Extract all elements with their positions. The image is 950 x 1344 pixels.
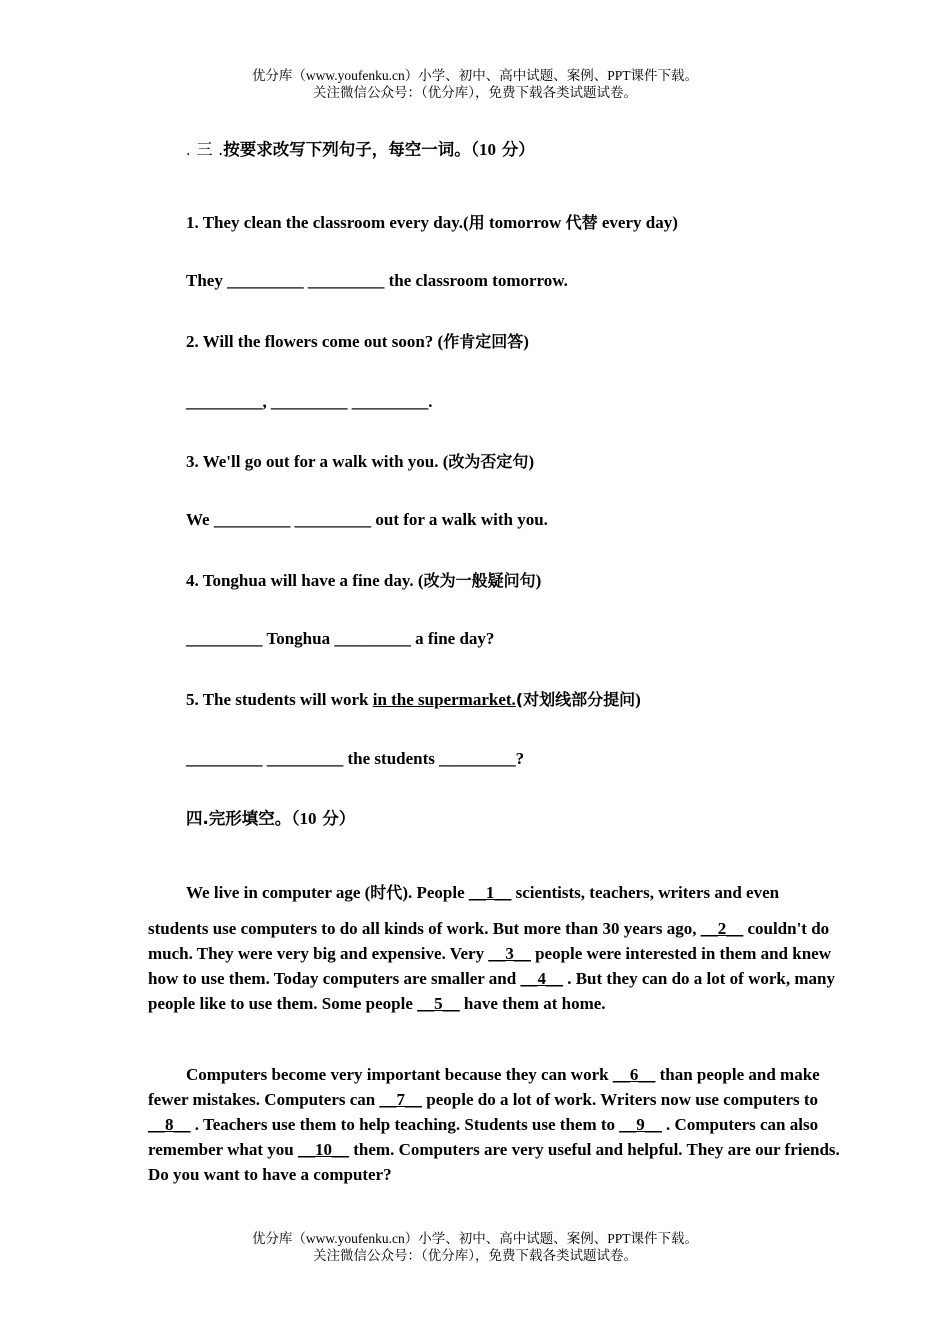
answer-4-blank-2[interactable]: _________ (334, 629, 411, 648)
footer-line-1: 优分库（www.youfenku.cn）小学、初中、高中试题、案例、PPT课件下载。 (251, 1231, 699, 1246)
answer-3-blanks[interactable]: _________ _________ (213, 510, 372, 529)
page-footer (0, 1230, 950, 1264)
question-5: 5. The students will work in the supermarket.(对划线部分提问) (186, 690, 641, 709)
answer-1: They _________ _________ the classroom tomorrow. (186, 271, 568, 290)
footer-line-2: 关注微信公众号：（优分库），免费下载各类试题试卷。 (313, 1248, 637, 1263)
cloze-blank-8[interactable]: __8__ (148, 1115, 191, 1134)
question-1: 1. They clean the classroom every day.(用 tomorrow 代替 every day) (186, 213, 678, 232)
cloze-paragraph-2: Computers become very important because they can work __6__ than people and make fewer mistakes. Computers can __7__ people do a lot of work. Writers now use computers to __8__ . Teachers use them to help teaching. Students use them to __9__ . Computers can also remember what you __10__ them. Computers are very useful and helpful. They are our friends. Do you want to have a computer? (148, 1065, 840, 1184)
section-3-title: . 三 .按要求改写下列句子，每空一词。（10 分） (186, 140, 535, 159)
answer-2[interactable] (186, 391, 433, 413)
question-3: 3. We'll go out for a walk with you. (改为否定句) (186, 452, 535, 471)
cloze-blank-10[interactable]: __10__ (298, 1140, 349, 1159)
answer-2-blanks[interactable]: _________, _________ _________. (186, 392, 433, 411)
cloze-paragraph-1: We live in computer age (时代). People __1__ scientists, teachers, writers and even students use computers to do all kinds of work. But more than 30 years ago, __2__ couldn't do much. They were very big and expensive. Very __3__ people were interested in them and knew how to use them. Today computers are smaller and __4__ . But they can do a lot of work, many people like to use them. Some people __5__ have them at home. (148, 883, 835, 1013)
question-4: 4. Tonghua will have a fine day. (改为一般疑问句) (186, 571, 542, 590)
answer-5-blanks[interactable]: _________ _________ (186, 749, 344, 768)
cloze-blank-2[interactable]: __2__ (700, 919, 744, 938)
cloze-blank-1[interactable]: __1__ (468, 883, 512, 902)
question-2: 2. Will the flowers come out soon? (作肯定回答) (186, 332, 529, 351)
answer-4-blank-1[interactable]: _________ (186, 629, 263, 648)
answer-4: _________ Tonghua _________ a fine day? (186, 629, 495, 648)
cloze-blank-7[interactable]: __7__ (379, 1090, 423, 1109)
cloze-blank-6[interactable]: __6__ (612, 1065, 656, 1084)
answer-3: We _________ _________ out for a walk with you. (186, 510, 548, 529)
cloze-blank-4[interactable]: __4__ (520, 969, 563, 988)
section-4-title: 四.完形填空。（10 分） (186, 809, 356, 828)
cloze-blank-9[interactable]: __9__ (619, 1115, 662, 1134)
cloze-blank-5[interactable]: __5__ (417, 994, 460, 1013)
answer-1-blank-1[interactable]: _________ (227, 271, 304, 290)
header-line-1: 优分库（www.youfenku.cn）小学、初中、高中试题、案例、PPT课件下载。 (251, 68, 699, 83)
underlined-phrase: in the supermarket. (372, 690, 516, 709)
answer-5-blank-3[interactable]: _________ (439, 749, 516, 768)
cloze-blank-3[interactable]: __3__ (488, 944, 531, 963)
header-line-2: 关注微信公众号：（优分库），免费下载各类试题试卷。 (313, 85, 637, 100)
answer-1-blank-2[interactable]: _________ (303, 271, 385, 290)
answer-5: _________ _________ the students _________? (186, 749, 525, 768)
page-header (0, 67, 950, 101)
